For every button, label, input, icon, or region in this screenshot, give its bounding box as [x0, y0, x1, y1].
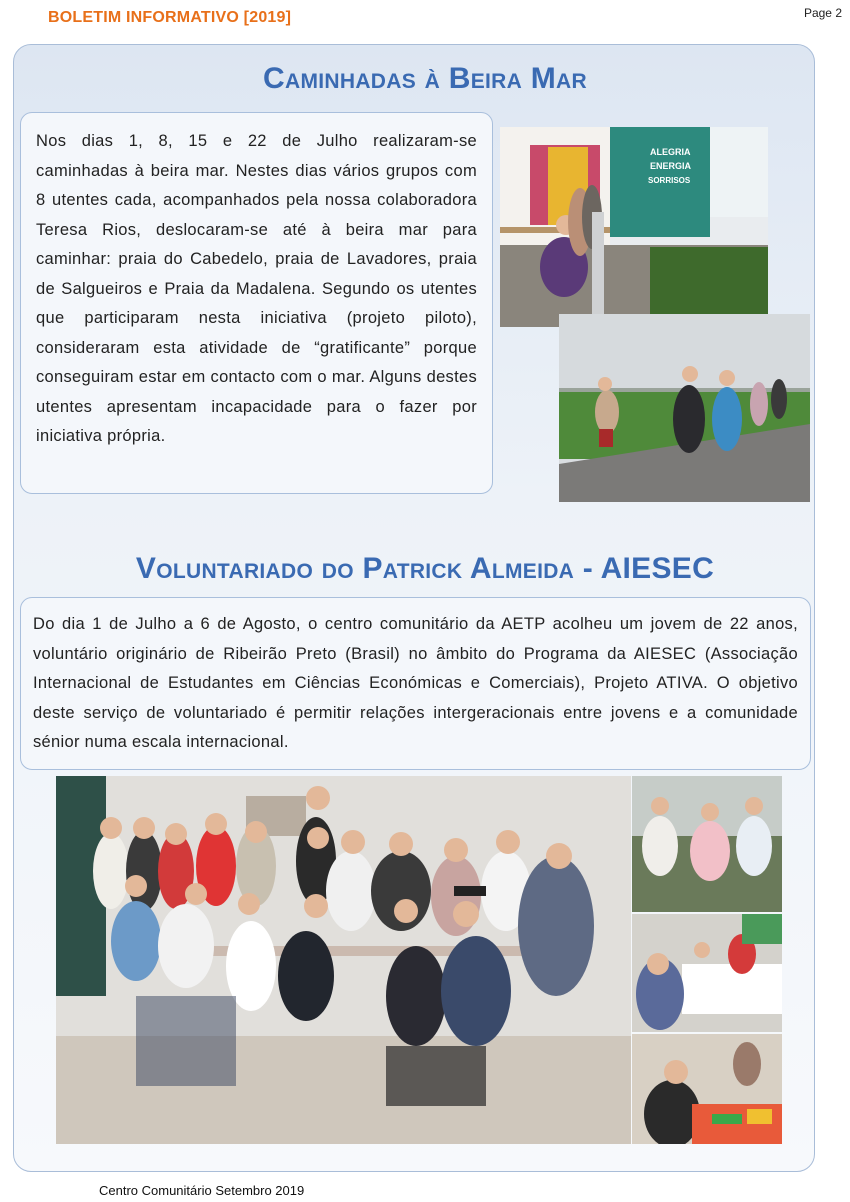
volunteer-text-box	[20, 597, 811, 770]
photo-volunteer-meal	[632, 914, 782, 1032]
billboard-text	[648, 147, 692, 185]
photo-group-portrait	[56, 776, 631, 1144]
photo-volunteer-outdoor-image	[632, 776, 782, 912]
section-title-walks: Caminhadas à Beira Mar	[263, 62, 587, 95]
svg-text:ALEGRIA: ALEGRIA	[650, 147, 691, 157]
volunteer-text: Do dia 1 de Julho a 6 de Agosto, o centro comunitário da AETP acolheu um jovem de 22 anos, voluntário originário de Ribeirão Preto (Brasil) no âmbito do Programa da AIESEC (Associação Internacional de Estudantes em Ciências Económicas e Comerciais), Projeto ATIVA. O objetivo deste serviço de voluntariado é permitir relações intergeracionais entre jovens e a comunidade sénior numa escala internacional.	[33, 615, 798, 751]
photo-volunteer-meal-image	[632, 914, 782, 1032]
photo-walk-group-image	[559, 314, 810, 502]
photo-volunteer-crafts-image	[632, 1034, 782, 1144]
photo-walk-billboard	[500, 127, 768, 327]
footer-text: Centro Comunitário Setembro 2019	[99, 1183, 305, 1198]
photo-group-portrait-image	[56, 776, 631, 1144]
photo-volunteer-crafts	[632, 1034, 782, 1144]
svg-text:SORRISOS: SORRISOS	[648, 176, 691, 185]
photo-walk-group	[559, 314, 810, 502]
walks-text: Nos dias 1, 8, 15 e 22 de Julho realizaram-se caminhadas à beira mar. Nestes dias vários grupos com 8 utentes cada, acompanhados pela nossa colaboradora Teresa Rios, deslocaram-se até à beira mar para caminhar: praia do Cabedelo, praia de Lavadores, praia de Salgueiros e Praia da Madalena. Segundo os utentes que participaram nesta iniciativa (projeto piloto), consideraram esta atividade de “gratificante” porque conseguiram estar em contacto com o mar. Alguns destes utentes apresentam incapacidade para o fazer por iniciativa própria.	[36, 132, 477, 445]
photo-volunteer-outdoor	[632, 776, 782, 912]
newsletter-title: BOLETIM INFORMATIVO [2019]	[48, 9, 292, 26]
svg-text:ENERGIA: ENERGIA	[650, 161, 692, 171]
section-title-volunteer: Voluntariado do Patrick Almeida - AIESEC	[135, 552, 715, 585]
walks-text-box	[20, 112, 493, 494]
page-number: Page 2	[803, 6, 842, 20]
photo-walk-billboard-image	[500, 127, 768, 327]
